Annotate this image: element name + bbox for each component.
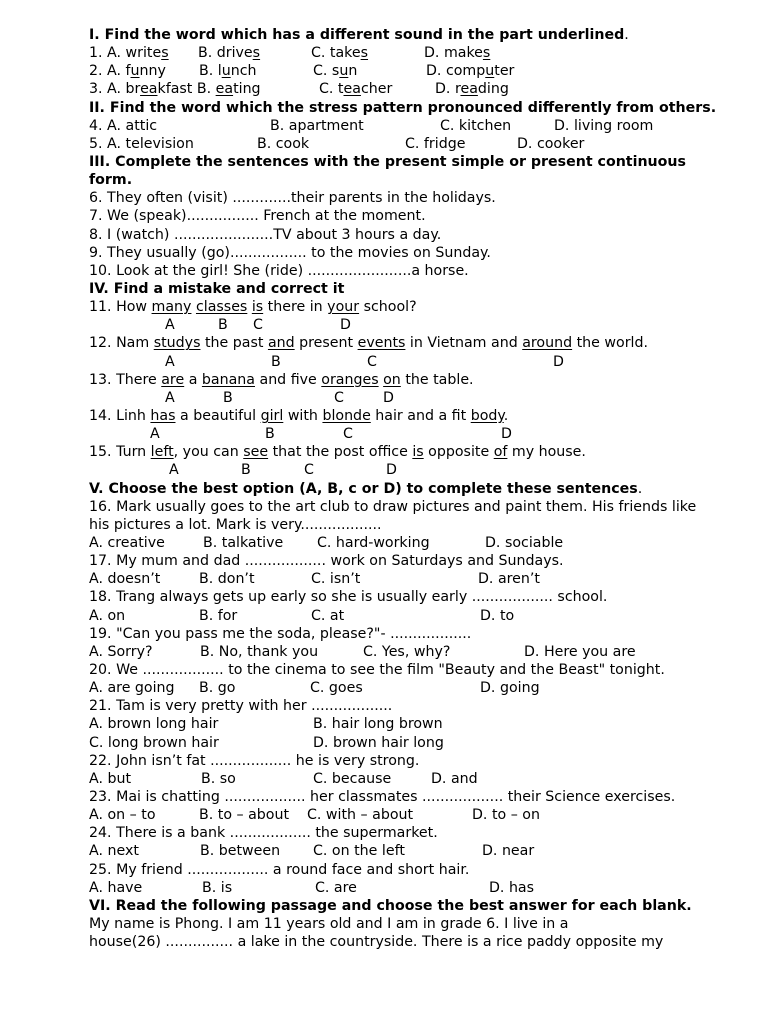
question-19: 19. "Can you pass me the soda, please?"- .................. [89, 625, 472, 642]
question-11-letters: A B C D [165, 317, 351, 334]
section-5-title: V. Choose the best option (A, B, c or D) to complete these sentences. [89, 480, 643, 497]
question-21: 21. Tam is very pretty with her .................. [89, 698, 393, 715]
question-1 [89, 44, 719, 62]
question-22-options: A. but B. so C. because D. and [89, 770, 478, 787]
q2-option-a: 2. A. funny [89, 63, 166, 80]
question-22: 22. John isn’t fat .................. he is very strong. [89, 752, 420, 769]
q1-option-b: B. drives [198, 45, 261, 62]
question-14: 14. Linh has a beautiful girl with blonde hair and a fit body. [89, 408, 509, 424]
passage-line-1: My name is Phong. I am 11 years old and I am in grade 6. I live in a [89, 916, 569, 932]
question-9: 9. They usually (go)................. to the movies on Sunday. [89, 244, 491, 261]
section-2-title: II. Find the word which the stress pattern pronounced differently from others. [89, 99, 717, 116]
question-18-options: A. on B. for C. at D. to [89, 607, 515, 624]
question-14-letters: A B C D [150, 426, 512, 443]
q2-option-c: C. sun [313, 63, 358, 80]
question-23-options: A. on – to B. to – about C. with – about D. to – on [89, 807, 540, 824]
question-16: 16. Mark usually goes to the art club to draw pictures and paint them. His friends like his pictures a lot. Mark is very.................. [89, 498, 697, 533]
question-12: 12. Nam studys the past and present events in Vietnam and around the world. [89, 335, 648, 352]
question-10: 10. Look at the girl! She (ride) .......................a horse. [89, 262, 469, 279]
question-2 [89, 62, 719, 80]
question-16-options: A. creative B. talkative C. hard-working D. sociable [89, 535, 564, 552]
section-1-title: I. Find the word which has a different sound in the part underlined. [89, 27, 629, 43]
question-17: 17. My mum and dad .................. work on Saturdays and Sundays. [89, 553, 564, 570]
question-12-letters: A B C D [165, 353, 564, 370]
q3-option-c: C. teacher [319, 81, 393, 98]
question-18: 18. Trang always gets up early so she is usually early .................. school. [89, 589, 608, 606]
section-6-title: VI. Read the following passage and choose the best answer for each blank. [89, 897, 692, 914]
question-25: 25. My friend .................. a round face and short hair. [89, 861, 470, 878]
question-25-options: A. have B. is C. are D. has [89, 879, 535, 896]
question-13: 13. There are a banana and five oranges on the table. [89, 371, 474, 388]
question-4: 4. A. attic B. apartment C. kitchen D. living room [89, 117, 654, 134]
question-17-options: A. doesn’t B. don’t C. isn’t D. aren’t [89, 571, 540, 588]
section-4-title: IV. Find a mistake and correct it [89, 281, 345, 298]
question-11: 11. How many classes is there in your school? [89, 299, 417, 316]
question-15-letters: A B C D [169, 462, 397, 479]
worksheet [89, 26, 719, 951]
question-21-options-cd: C. long brown hair D. brown hair long [89, 734, 444, 751]
q2-option-b: B. lunch [199, 63, 257, 80]
q3-options-ab: 3. A. breakfast B. eating [89, 81, 261, 98]
question-5: 5. A. television B. cook C. fridge D. cooker [89, 135, 585, 152]
question-24: 24. There is a bank .................. the supermarket. [89, 825, 438, 842]
section-3-title: III. Complete the sentences with the present simple or present continuous form. [89, 154, 686, 189]
question-19-options: A. Sorry? B. No, thank you C. Yes, why? D. Here you are [89, 643, 636, 660]
question-23: 23. Mai is chatting .................. her classmates .................. their Science exercises. [89, 788, 676, 805]
question-20: 20. We .................. to the cinema to see the film "Beauty and the Beast" tonight. [89, 662, 665, 678]
q1-option-c: C. takes [311, 45, 369, 62]
question-24-options: A. next B. between C. on the left D. near [89, 843, 535, 860]
q3-option-d: D. reading [435, 81, 509, 98]
question-15: 15. Turn left, you can see that the post office is opposite of my house. [89, 444, 586, 461]
question-21-options-ab: A. brown long hair B. hair long brown [89, 716, 443, 733]
question-8: 8. I (watch) ......................TV about 3 hours a day. [89, 226, 442, 243]
q1-option-a: 1. A. writes [89, 45, 169, 62]
passage-line-2: house(26) ............... a lake in the countryside. There is a rice paddy opposite my [89, 934, 664, 951]
question-7: 7. We (speak)................ French at the moment. [89, 208, 426, 225]
question-6: 6. They often (visit) .............their parents in the holidays. [89, 190, 496, 207]
question-3 [89, 80, 719, 98]
q2-option-d: D. computer [426, 63, 515, 80]
question-13-letters: A B C D [165, 389, 394, 406]
q1-option-d: D. makes [424, 45, 491, 62]
question-20-options: A. are going B. go C. goes D. going [89, 680, 540, 697]
